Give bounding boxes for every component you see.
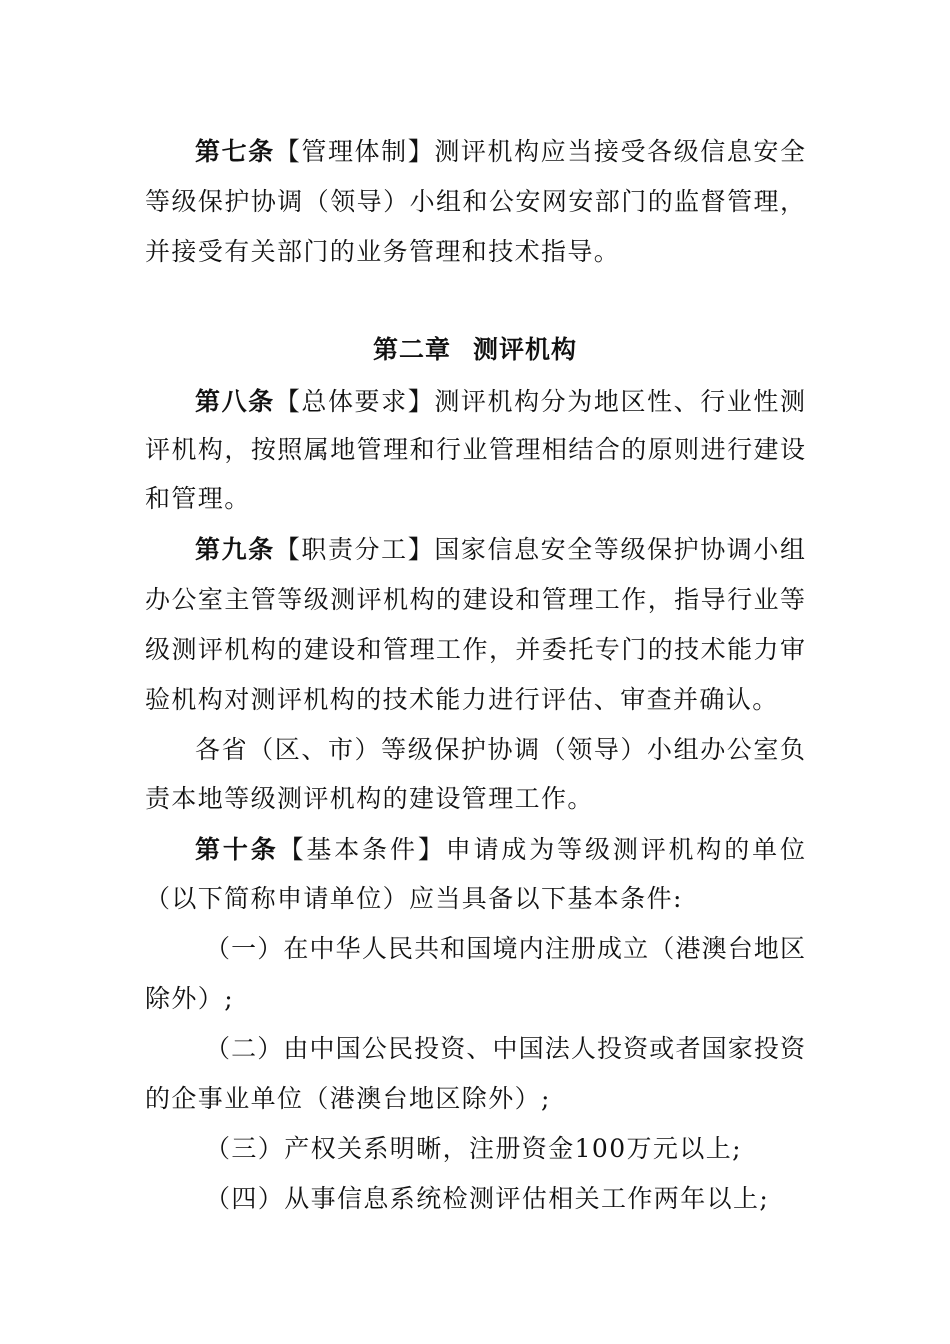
article-9-text-1: 国家信息安全等级保护协调小组 bbox=[434, 535, 805, 564]
article-7-heading: 【管理体制】 bbox=[274, 137, 435, 166]
chapter-heading bbox=[0, 330, 950, 370]
article-9-number: 第九条 bbox=[195, 535, 275, 564]
article-10-line-2: （以下简称申请单位）应当具备以下基本条件: bbox=[145, 884, 683, 913]
article-8-line-3: 和管理。 bbox=[145, 484, 251, 513]
article-8-line-1 bbox=[195, 382, 805, 422]
article-8-number: 第八条 bbox=[195, 387, 275, 416]
article-9-line-3: 级测评机构的建设和管理工作，并委托专门的技术能力审 bbox=[145, 635, 805, 664]
article-9-line-2: 办公室主管等级测评机构的建设和管理工作，指导行业等 bbox=[145, 585, 805, 614]
article-10-line-1 bbox=[195, 830, 805, 870]
article-7-text-1: 测评机构应当接受各级信息安全 bbox=[434, 137, 805, 166]
article-10-item-4: （四）从事信息系统检测评估相关工作两年以上; bbox=[205, 1184, 770, 1213]
article-10-item-1-line-1: （一）在中华人民共和国境内注册成立（港澳台地区 bbox=[205, 934, 805, 963]
article-10-text-1: 申请成为等级测评机构的单位 bbox=[445, 835, 805, 864]
article-9-line-4: 验机构对测评机构的技术能力进行评估、审查并确认。 bbox=[145, 685, 779, 714]
article-10-item-2-line-1: （二）由中国公民投资、中国法人投资或者国家投资 bbox=[205, 1034, 805, 1063]
chapter-number: 第二章 bbox=[372, 335, 451, 364]
article-9-heading: 【职责分工】 bbox=[274, 535, 435, 564]
chapter-title: 测评机构 bbox=[473, 335, 578, 364]
article-7-line-2: 等级保护协调（领导）小组和公安网安部门的监督管理， bbox=[145, 187, 805, 216]
article-10-item-3: （三）产权关系明晰，注册资金100万元以上; bbox=[205, 1134, 742, 1163]
article-8-text-1: 测评机构分为地区性、行业性测 bbox=[434, 387, 805, 416]
article-8-line-2: 评机构，按照属地管理和行业管理相结合的原则进行建设 bbox=[145, 435, 805, 464]
article-10-number: 第十条 bbox=[195, 835, 279, 864]
article-9-para-2-line-1: 各省（区、市）等级保护协调（领导）小组办公室负 bbox=[195, 735, 805, 764]
article-10-item-1-line-2: 除外）; bbox=[145, 984, 235, 1013]
article-8-heading: 【总体要求】 bbox=[274, 387, 435, 416]
article-7-number: 第七条 bbox=[195, 137, 275, 166]
article-10-item-2-line-2: 的企事业单位（港澳台地区除外）; bbox=[145, 1084, 551, 1113]
article-9-line-1 bbox=[195, 530, 805, 570]
article-9-para-2-line-2: 责本地等级测评机构的建设管理工作。 bbox=[145, 784, 594, 813]
article-7-line-3: 并接受有关部门的业务管理和技术指导。 bbox=[145, 237, 621, 266]
article-10-heading: 【基本条件】 bbox=[278, 835, 446, 864]
article-7-line-1 bbox=[195, 132, 805, 172]
